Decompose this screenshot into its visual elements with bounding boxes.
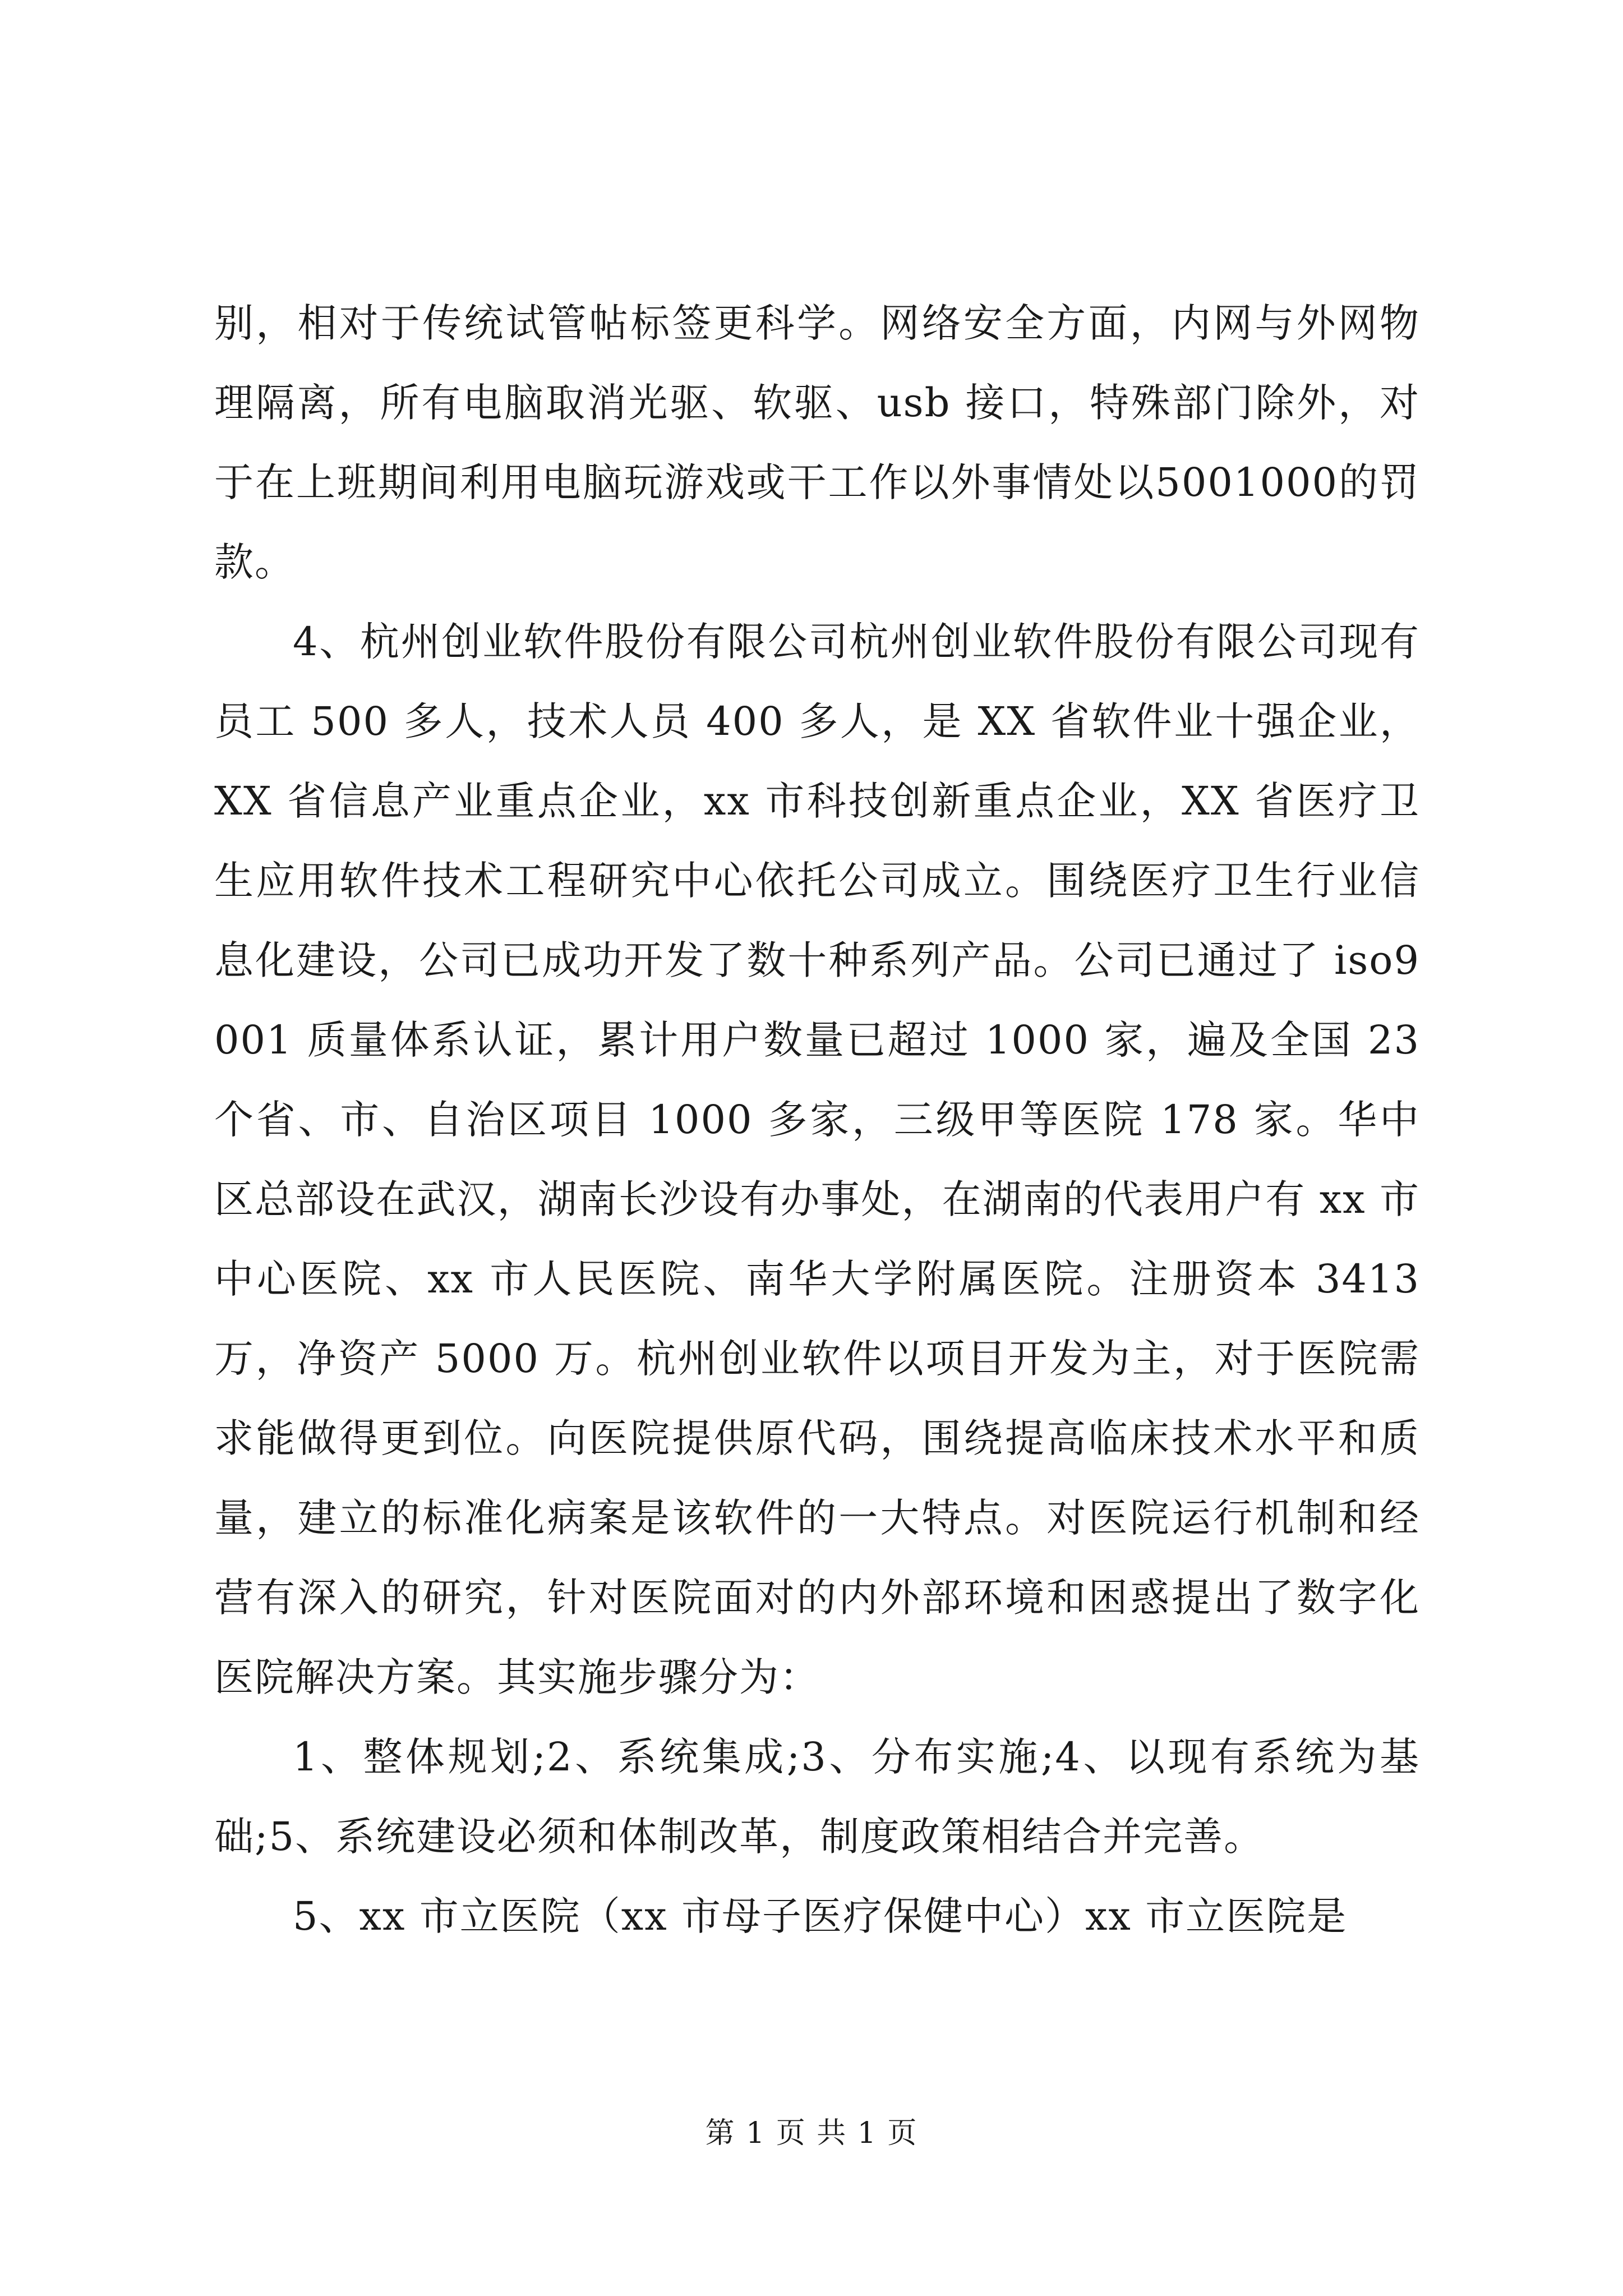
body-text (214, 283, 1420, 1956)
paragraph-continuation: 别，相对于传统试管帖标签更科学。网络安全方面，内网与外网物理隔离，所有电脑取消光驱、软驱、usb 接口，特殊部门除外，对于在上班期间利用电脑玩游戏或干工作以外事情处以5001000的罚款。 (214, 300, 1420, 585)
page-footer: 第 1 页 共 1 页 (705, 2116, 918, 2150)
paragraph-steps: 1、整体规划;2、系统集成;3、分布实施;4、以现有系统为基础;5、系统建设必须和体制改革，制度政策相结合并完善。 (214, 1734, 1420, 1860)
paragraph-item-5: 5、xx 市立医院（xx 市母子医疗保健中心）xx 市立医院是 (293, 1893, 1348, 1939)
paragraph-item-4: 4、杭州创业软件股份有限公司杭州创业软件股份有限公司现有员工 500 多人，技术人员 400 多人，是 XX 省软件业十强企业，XX 省信息产业重点企业，xx 市科技创新重点企业，XX 省医疗卫生应用软件技术工程研究中心依托公司成立。围绕医疗卫生行业信息化建设，公司已成功开发了数十种系列产品。公司已通过了 iso9001 质量体系认证，累计用户数量已超过 1000 家，遍及全国 23 个省、市、自治区项目 1000 多家，三级甲等医院 178 家。华中区总部设在武汉，湖南长沙设有办事处，在湖南的代表用户有 xx 市中心医院、xx 市人民医院、南华大学附属医院。注册资本 3413 万，净资产 5000 万。杭州创业软件以项目开发为主，对于医院需求能做得更到位。向医院提供原代码，围绕提高临床技术水平和质量，建立的标准化病案是该软件的一大特点。对医院运行机制和经营有深入的研究，针对医院面对的内外部环境和困惑提出了数字化医院解决方案。其实施步骤分为： (214, 619, 1420, 1700)
